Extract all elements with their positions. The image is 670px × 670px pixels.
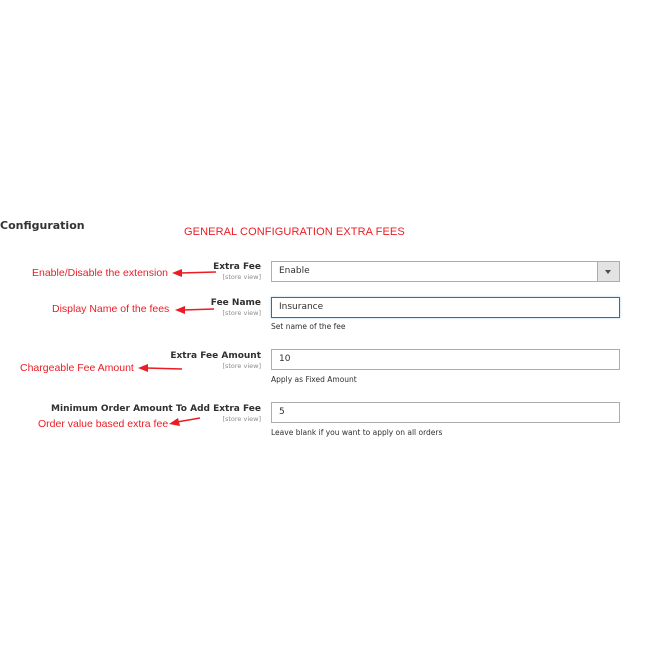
extra-fee-scope: [store view]: [222, 273, 261, 281]
annotation-min-order: Order value based extra fee: [38, 418, 169, 430]
annotation-fee-name: Display Name of the fees: [52, 303, 170, 315]
extra-fee-select[interactable]: [271, 261, 620, 282]
min-order-amount-note: Leave blank if you want to apply on all orders: [271, 428, 443, 437]
min-order-amount-scope: [store view]: [222, 415, 261, 423]
chevron-down-icon: [605, 270, 611, 274]
annotation-fee-amount: Chargeable Fee Amount: [20, 362, 134, 374]
extra-fee-amount-input[interactable]: [271, 349, 620, 370]
fee-name-input[interactable]: [271, 297, 620, 318]
extra-fee-amount-scope: [store view]: [222, 362, 261, 370]
annotation-heading: GENERAL CONFIGURATION EXTRA FEES: [184, 226, 405, 238]
arrow-left-icon: [175, 306, 214, 314]
arrow-left-icon: [172, 269, 216, 277]
min-order-amount-input-value: 5: [279, 407, 285, 417]
min-order-amount-input[interactable]: [271, 402, 620, 423]
extra-fee-select-value: Enable: [279, 266, 310, 276]
select-toggle[interactable]: [597, 262, 619, 281]
extra-fee-amount-note: Apply as Fixed Amount: [271, 375, 357, 384]
min-order-amount-label: Minimum Order Amount To Add Extra Fee: [51, 404, 261, 414]
fee-name-scope: [store view]: [222, 309, 261, 317]
arrow-left-icon: [138, 364, 182, 372]
annotation-extra-fee: Enable/Disable the extension: [32, 267, 169, 279]
fee-name-input-value: Insurance: [279, 302, 324, 312]
fee-name-note: Set name of the fee: [271, 322, 346, 331]
extra-fee-amount-label: Extra Fee Amount: [170, 351, 261, 361]
extra-fee-label: Extra Fee: [213, 262, 261, 272]
fee-name-label: Fee Name: [210, 298, 261, 308]
extra-fee-amount-input-value: 10: [279, 354, 291, 364]
arrow-left-icon: [169, 418, 200, 426]
section-title: Configuration: [0, 219, 85, 232]
